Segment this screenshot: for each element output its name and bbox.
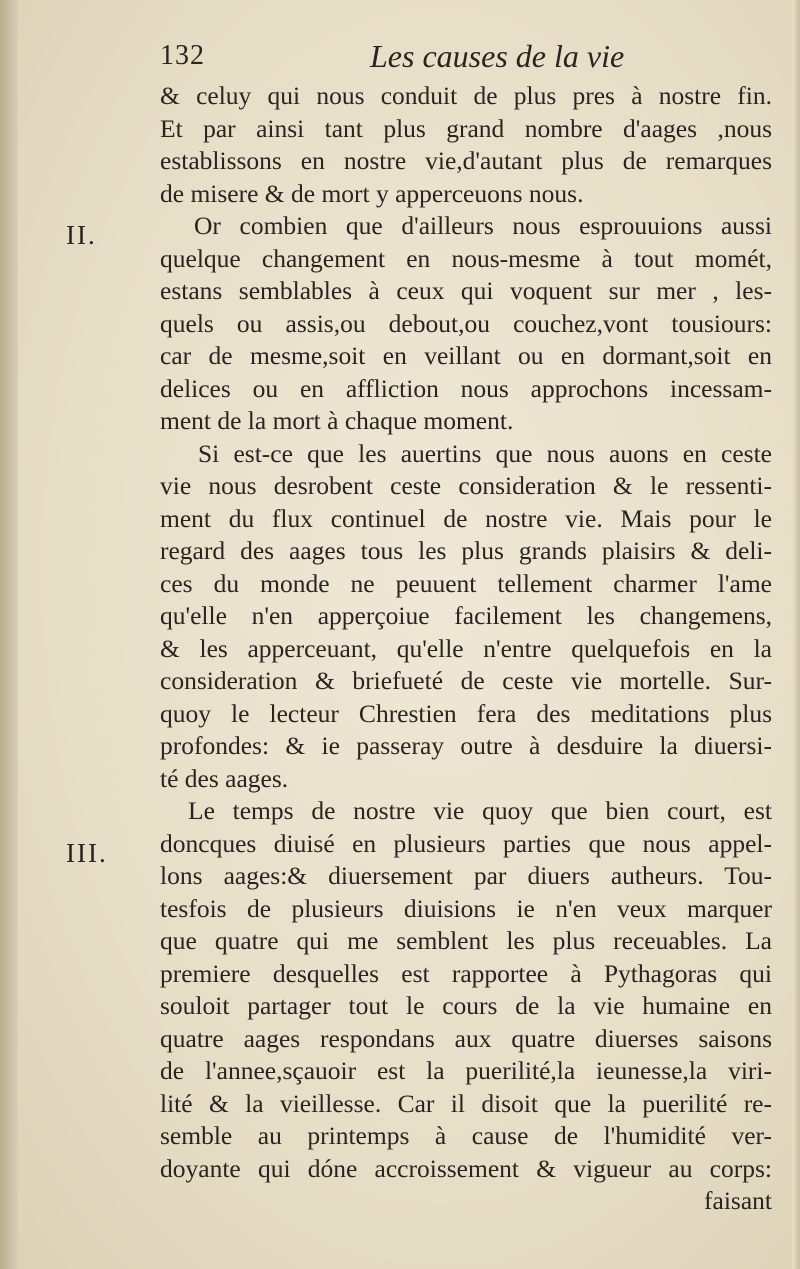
section-number-2: II.: [66, 220, 97, 250]
text-line: delices ou en affliction nous approchons incessam-: [160, 373, 772, 403]
text-line: Le temps de nostre vie quoy que bien court, est: [188, 796, 772, 825]
text-line: doyante qui dóne accroissement & vigueur au corps:: [160, 1153, 772, 1183]
running-head: Les causes de la vie: [370, 38, 625, 74]
text-line: ces du monde ne peuuent tellement charmer l'ame: [160, 568, 772, 598]
text-line: souloit partager tout le cours de la vie humaine en: [160, 991, 772, 1020]
text-line: Et par ainsi tant plus grand nombre d'aages ,nous: [160, 113, 772, 143]
text-line: establissons en nostre vie,d'autant plus de remarques: [160, 146, 772, 175]
text-line: té des aages.: [160, 763, 289, 793]
text-line: quelque changement en nous-mesme à tout momét,: [160, 243, 772, 273]
page-number: 132: [160, 40, 205, 71]
text-line: regard des aages tous les plus grands plaisirs & deli-: [160, 536, 772, 565]
text-line: & les apperceuant, qu'elle n'entre quelquefois en la: [160, 633, 772, 663]
text-line: & celuy qui nous conduit de plus pres à nostre fin.: [160, 81, 772, 110]
catchword: faisant: [704, 1186, 772, 1215]
text-line: consideration & briefueté de ceste vie mortelle. Sur-: [160, 666, 772, 695]
text-line: ment de la mort à chaque moment.: [160, 406, 514, 435]
text-line: Or combien que d'ailleurs nous esprouuions aussi: [194, 211, 772, 240]
text-line: semble au printemps à cause de l'humidité ver-: [160, 1121, 772, 1150]
text-line: qu'elle n'en apperçoiue facilement les changemens,: [160, 601, 772, 630]
text-line: de misere & de mort y apperceuons nous.: [160, 178, 584, 208]
text-line: premiere desquelles est rapportee à Pythagoras qui: [160, 958, 772, 988]
page-header: [160, 36, 640, 76]
body-text: [160, 80, 772, 1218]
text-line: profondes: & ie passeray outre à desduire la diuersi-: [160, 731, 772, 760]
text-line: ment du flux continuel de nostre vie. Mais pour le: [160, 503, 772, 533]
text-line: lité & la vieillesse. Car il disoit que la puerilité re-: [160, 1088, 772, 1118]
text-line: de l'annee,sçauoir est la puerilité,la ieunesse,la viri-: [160, 1056, 772, 1085]
text-line: lons aages:& diuersement par diuers autheurs. Tou-: [160, 861, 772, 890]
text-line: vie nous desrobent ceste consideration & le ressenti-: [160, 471, 772, 500]
text-line: quels ou assis,ou debout,ou couchez,vont tousiours:: [160, 308, 772, 338]
text-line: doncques diuisé en plusieurs parties que nous appel-: [160, 828, 772, 858]
page-gutter-shadow: [0, 0, 18, 1269]
page-edge-shadow: [792, 0, 800, 1269]
text-line: estans semblables à ceux qui voquent sur mer , les-: [160, 276, 772, 305]
text-line: Si est-ce que les auertins que nous auons en ceste: [198, 438, 772, 468]
text-line: tesfois de plusieurs diuisions ie n'en veux marquer: [160, 893, 772, 923]
text-line: que quatre qui me semblent les plus receuables. La: [160, 926, 772, 955]
section-number-3: III.: [66, 838, 108, 868]
text-line: car de mesme,soit en veillant ou en dormant,soit en: [160, 341, 772, 370]
text-line: quoy le lecteur Chrestien fera des meditations plus: [160, 698, 772, 728]
text-line: quatre aages respondans aux quatre diuerses saisons: [160, 1023, 772, 1053]
